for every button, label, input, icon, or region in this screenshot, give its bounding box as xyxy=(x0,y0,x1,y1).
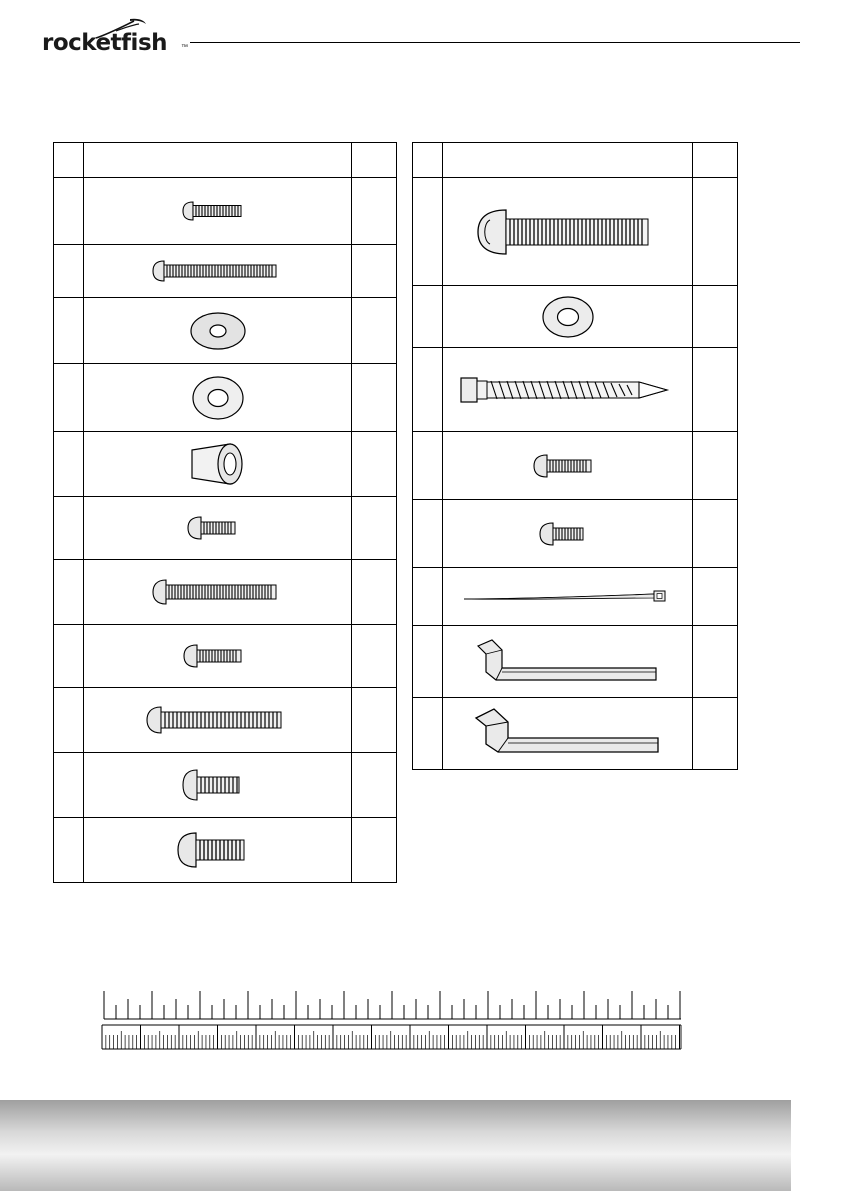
row-part-image xyxy=(443,348,693,432)
header-qty xyxy=(352,143,397,178)
pan-head-machine-screw-small-icon xyxy=(525,451,611,481)
row-id xyxy=(413,500,443,568)
brand-logo xyxy=(42,18,192,54)
footer-band xyxy=(0,1100,841,1191)
row-part-image xyxy=(84,625,352,688)
table-row xyxy=(54,178,397,245)
row-part-image xyxy=(84,364,352,432)
row-qty xyxy=(352,178,397,245)
row-id xyxy=(54,753,84,818)
row-qty xyxy=(352,497,397,560)
table-row xyxy=(54,432,397,497)
parts-table-right xyxy=(412,142,738,770)
table-row xyxy=(54,560,397,625)
row-qty xyxy=(352,818,397,883)
pan-head-machine-screw-short-2-icon xyxy=(175,641,261,671)
page-header xyxy=(0,0,841,66)
row-part-image xyxy=(84,753,352,818)
allen-wrench-large-icon xyxy=(468,706,668,762)
row-id xyxy=(54,245,84,298)
ruler-scale-icon xyxy=(100,985,685,1055)
row-part-image xyxy=(443,568,693,626)
row-qty xyxy=(352,688,397,753)
row-id xyxy=(413,626,443,698)
row-id xyxy=(413,348,443,432)
header-divider xyxy=(190,42,800,43)
row-part-image xyxy=(84,818,352,883)
footer-notch xyxy=(791,1100,841,1191)
flat-washer-thick-icon xyxy=(186,373,250,423)
row-id xyxy=(413,568,443,626)
pan-head-machine-screw-coarse-icon xyxy=(168,831,268,869)
row-qty xyxy=(352,298,397,364)
table-row xyxy=(54,364,397,432)
row-part-image xyxy=(443,178,693,286)
header-part xyxy=(443,143,693,178)
row-id xyxy=(54,560,84,625)
row-part-image xyxy=(84,560,352,625)
parts-table-left xyxy=(53,142,397,883)
row-part-image xyxy=(84,298,352,364)
row-part-image xyxy=(84,688,352,753)
row-qty xyxy=(352,753,397,818)
row-id xyxy=(413,432,443,500)
row-part-image xyxy=(443,626,693,698)
table-row xyxy=(54,753,397,818)
row-part-image xyxy=(84,245,352,298)
table-row xyxy=(413,432,738,500)
row-qty xyxy=(693,626,738,698)
table-row xyxy=(54,688,397,753)
pan-head-machine-screw-medium-icon xyxy=(148,577,288,607)
brand-trademark: ™ xyxy=(181,44,188,51)
row-id xyxy=(54,818,84,883)
row-part-image xyxy=(443,698,693,770)
row-id xyxy=(413,286,443,348)
row-qty xyxy=(352,560,397,625)
table-row xyxy=(413,698,738,770)
allen-wrench-small-icon xyxy=(468,636,668,688)
table-header-row xyxy=(413,143,738,178)
row-part-image xyxy=(443,500,693,568)
row-part-image xyxy=(443,286,693,348)
row-id xyxy=(54,497,84,560)
row-qty xyxy=(693,178,738,286)
row-part-image xyxy=(84,432,352,497)
row-id xyxy=(54,688,84,753)
header-id xyxy=(54,143,84,178)
measuring-ruler xyxy=(100,985,685,1055)
table-row xyxy=(413,348,738,432)
row-part-image xyxy=(84,497,352,560)
lag-screw-wood-icon xyxy=(453,368,683,412)
table-row xyxy=(413,568,738,626)
row-part-image xyxy=(84,178,352,245)
row-qty xyxy=(693,286,738,348)
table-row xyxy=(413,178,738,286)
table-row xyxy=(54,497,397,560)
row-id xyxy=(413,178,443,286)
flat-washer-large-icon xyxy=(186,308,250,354)
pan-head-machine-screw-xshort-icon xyxy=(179,513,257,543)
pan-head-machine-screw-tiny-icon xyxy=(531,519,605,549)
table-row xyxy=(54,245,397,298)
row-qty xyxy=(693,568,738,626)
table-row xyxy=(413,626,738,698)
row-qty xyxy=(693,500,738,568)
pan-head-machine-screw-short-icon xyxy=(173,197,263,225)
row-id xyxy=(54,625,84,688)
table-row xyxy=(54,625,397,688)
table-row xyxy=(413,286,738,348)
header-qty xyxy=(693,143,738,178)
row-qty xyxy=(693,432,738,500)
row-id xyxy=(413,698,443,770)
table-row xyxy=(413,500,738,568)
header-part xyxy=(84,143,352,178)
header-id xyxy=(413,143,443,178)
pan-head-machine-screw-long-2-icon xyxy=(143,705,293,735)
brand-name: rocketfish xyxy=(42,30,168,56)
row-id xyxy=(54,298,84,364)
table-row xyxy=(54,298,397,364)
pan-head-machine-screw-short-3-icon xyxy=(173,768,263,802)
row-part-image xyxy=(443,432,693,500)
row-qty xyxy=(352,364,397,432)
row-id xyxy=(54,432,84,497)
flat-washer-round-icon xyxy=(537,293,599,341)
row-qty xyxy=(352,432,397,497)
row-qty xyxy=(693,698,738,770)
table-header-row xyxy=(54,143,397,178)
row-qty xyxy=(352,245,397,298)
row-id xyxy=(54,364,84,432)
pan-head-machine-screw-long-icon xyxy=(148,257,288,285)
table-row xyxy=(54,818,397,883)
cable-tie-icon xyxy=(458,587,678,607)
hex-socket-bolt-long-icon xyxy=(468,206,668,258)
row-qty xyxy=(693,348,738,432)
spacer-cylinder-icon xyxy=(182,438,254,490)
row-qty xyxy=(352,625,397,688)
row-id xyxy=(54,178,84,245)
